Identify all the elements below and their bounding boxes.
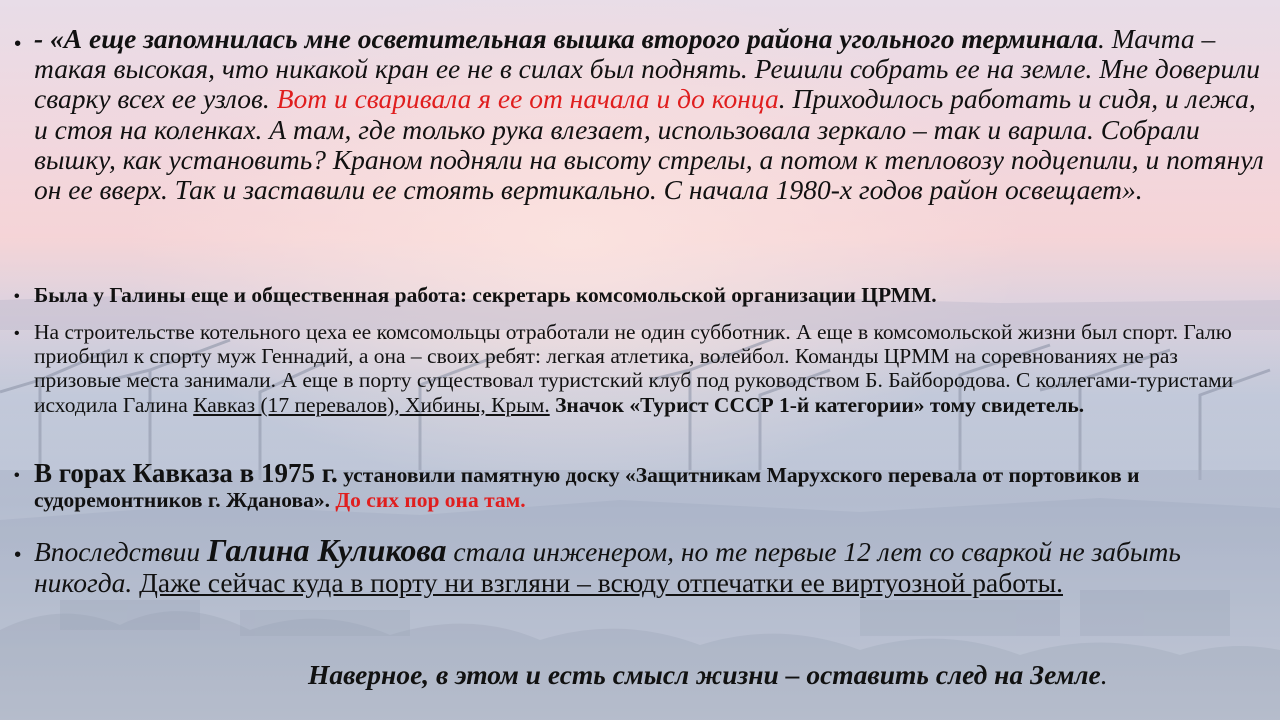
quote-text-a: . Мачта – такая высокая, что никакой кран ее не в силах был поднять. Решили собрать ее на земле. Мне доверили сварку всех ее узлов. <box>34 23 1260 115</box>
social-work-text: Была у Галины еще и общественная работа: секретарь комсомольской организации ЦРММ. <box>34 283 937 307</box>
quote-paragraph <box>14 24 1264 205</box>
sport-badge-text: Значок «Турист СССР 1-й категории» тому свидетель. <box>549 392 1085 417</box>
sport-paragraph <box>14 320 1264 417</box>
quote-text-b: . Приходилось работать и сидя, и лежа, и стоя на коленках. А там, где только рука влезает, использовала зеркало – так и варила. Собрали вышку, как установить? Краном подняли на высоту стрелы, а потом к тепловозу подцепили, и потянул он ее вверх. Так и заставили ее стоять вертикально. С начала 1980-х годов район освещает». <box>34 83 1264 206</box>
caucasus-paragraph <box>14 458 1264 513</box>
social-work-paragraph <box>14 282 1264 308</box>
closing-text: Наверное, в этом и есть смысл жизни – оставить след на Земле <box>308 659 1101 690</box>
caucasus-red-text: До сих пор она там. <box>335 488 526 512</box>
engineer-name: Галина Куликова <box>207 532 447 568</box>
closing-line <box>308 659 1108 691</box>
closing-period: . <box>1100 659 1108 690</box>
bullet-icon: • <box>14 325 20 342</box>
bullet-icon: • <box>14 544 22 566</box>
bullet-icon: • <box>14 467 20 484</box>
sport-text: На строительстве котельного цеха ее комсомольцы отработали не один субботник. А еще в комсомольской жизни был спорт. Галю приобщил к спорту муж Геннадий, а она – своих ребят: легкая атлетика, волейбол. Команды ЦРММ на соревнованиях не раз призовые места занимали. А еще в порту существовал туристский клуб под руководством Б. Байбородова. С коллегами-туристами исходила Галина <box>34 320 1234 417</box>
bullet-icon: • <box>14 288 20 305</box>
sport-underlined-places: Кавказ (17 перевалов), Хибины, Крым. <box>193 392 550 417</box>
engineer-text-a: Впоследствии <box>34 536 207 567</box>
engineer-text-b: стала инженером, но те первые 12 лет со сваркой не забыть никогда. <box>34 536 1181 598</box>
engineer-underlined-text: Даже сейчас куда в порту ни взгляни – всюду отпечатки ее виртуозной работы. <box>139 567 1063 598</box>
quote-lead: - «А еще запомнилась мне осветительная вышка второго района угольного терминала <box>34 23 1098 54</box>
bullet-icon: • <box>14 33 22 55</box>
caucasus-lead: В горах Кавказа в 1975 г. <box>34 458 338 488</box>
engineer-paragraph <box>14 532 1264 598</box>
caucasus-text: установили памятную доску «Защитникам Марухского перевала от портовиков и судоремонтников г. Жданова». <box>34 463 1140 512</box>
quote-red-text: Вот и сваривала я ее от начала и до конца <box>276 83 779 115</box>
